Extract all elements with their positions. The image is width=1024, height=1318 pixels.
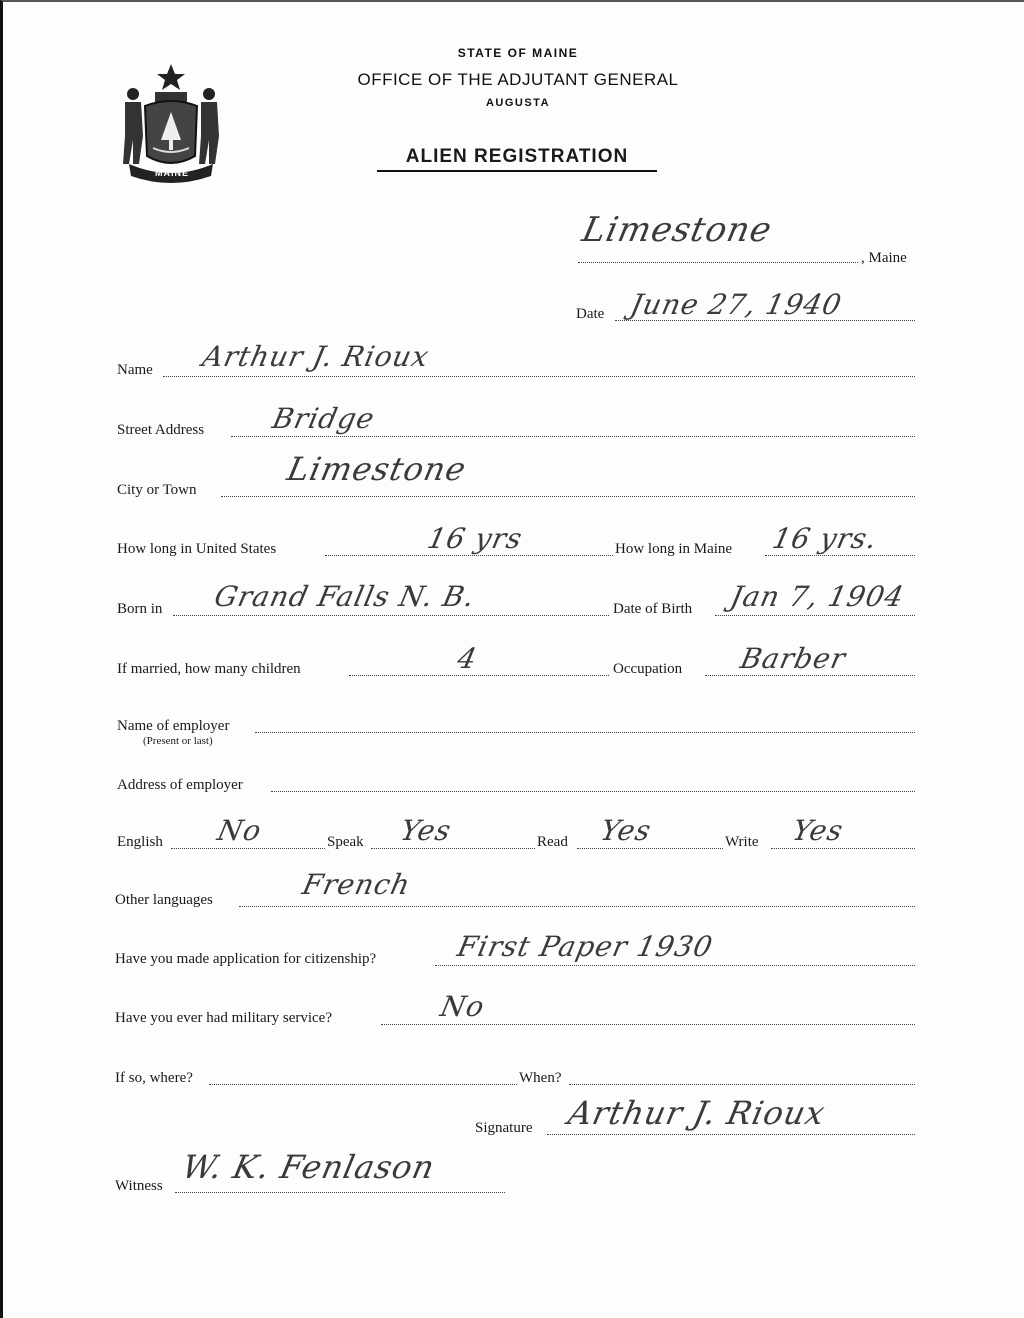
date-label: Date [576, 306, 605, 322]
employer-name-sublabel: (Present or last) [143, 735, 213, 747]
date-of-birth-label: Date of Birth [613, 601, 693, 617]
occupation-value[interactable]: Barber [737, 642, 850, 675]
english-line [171, 848, 325, 849]
date-value[interactable]: June 27, 1940 [627, 288, 845, 321]
where-label: If so, where? [115, 1070, 193, 1086]
how-long-maine-line [765, 555, 915, 556]
date-of-birth-line [715, 615, 915, 616]
how-long-us-value[interactable]: 16 yrs [424, 522, 526, 555]
citizenship-value[interactable]: First Paper 1930 [454, 930, 717, 963]
city-heading: AUGUSTA [485, 97, 551, 109]
signature-label: Signature [475, 1120, 533, 1136]
citizenship-label: Have you made application for citizenship? [115, 951, 377, 967]
born-in-line [173, 615, 609, 616]
name-label: Name [117, 362, 153, 378]
street-address-line [231, 436, 915, 437]
seal-text: MAINE [155, 168, 189, 178]
witness-value[interactable]: W. K. Fenlason [178, 1148, 439, 1186]
city-value[interactable]: Limestone [283, 450, 470, 488]
citizenship-line [435, 965, 915, 966]
other-languages-value[interactable]: French [299, 868, 414, 901]
write-value[interactable]: Yes [789, 814, 847, 847]
military-line [381, 1024, 915, 1025]
street-address-label: Street Address [117, 422, 205, 438]
when-line [569, 1084, 915, 1085]
date-of-birth-value[interactable]: Jan 7, 1904 [727, 580, 908, 613]
place-suffix: , Maine [861, 250, 907, 266]
read-line [577, 848, 723, 849]
when-label: When? [519, 1070, 562, 1086]
city-label: City or Town [117, 482, 197, 498]
city-line [221, 496, 915, 497]
occupation-line [705, 675, 915, 676]
children-value[interactable]: 4 [454, 642, 481, 675]
signature-line [547, 1134, 915, 1135]
how-long-maine-value[interactable]: 16 yrs. [769, 522, 881, 555]
military-label: Have you ever had military service? [115, 1010, 332, 1026]
children-label: If married, how many children [117, 661, 301, 677]
witness-line [175, 1192, 505, 1193]
signature-value[interactable]: Arthur J. Rioux [564, 1094, 829, 1132]
other-languages-label: Other languages [115, 892, 213, 908]
children-line [349, 675, 609, 676]
other-languages-line [239, 906, 915, 907]
witness-label: Witness [115, 1178, 163, 1194]
place-line [578, 262, 858, 263]
employer-name-line [255, 732, 915, 733]
english-label: English [117, 834, 163, 850]
born-in-label: Born in [117, 601, 163, 617]
how-long-us-line [325, 555, 613, 556]
write-label: Write [725, 834, 759, 850]
place-value: Limestone [578, 210, 776, 250]
occupation-label: Occupation [613, 661, 683, 677]
employer-address-line [271, 791, 915, 792]
write-line [771, 848, 915, 849]
name-value[interactable]: Arthur J. Rioux [199, 340, 433, 373]
form-title: ALIEN REGISTRATION [377, 146, 657, 172]
how-long-us-label: How long in United States [117, 541, 277, 557]
read-value[interactable]: Yes [597, 814, 655, 847]
english-value[interactable]: No [214, 814, 265, 847]
street-address-value[interactable]: Bridge [269, 402, 378, 435]
employer-address-label: Address of employer [117, 777, 243, 793]
military-value[interactable]: No [437, 990, 488, 1023]
where-line [209, 1084, 517, 1085]
speak-line [371, 848, 535, 849]
state-heading: STATE OF MAINE [457, 46, 579, 60]
how-long-maine-label: How long in Maine [615, 541, 733, 557]
name-line [163, 376, 915, 377]
born-in-value[interactable]: Grand Falls N. B. [211, 580, 479, 613]
read-label: Read [537, 834, 568, 850]
office-heading: OFFICE OF THE ADJUTANT GENERAL [357, 70, 679, 89]
employer-name-label: Name of employer [117, 718, 230, 734]
speak-label: Speak [327, 834, 364, 850]
speak-value[interactable]: Yes [397, 814, 455, 847]
